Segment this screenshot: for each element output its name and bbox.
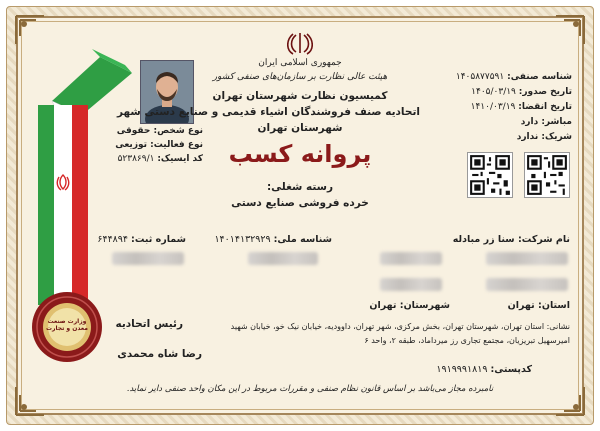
isic-value: ۵۲۳۸۶۹/۱ <box>117 154 155 164</box>
registration-number <box>97 234 186 245</box>
isic-code <box>118 154 203 165</box>
issue-date-value: ۱۴۰۵/۰۳/۱۹ <box>471 87 516 97</box>
redacted-field <box>380 252 442 265</box>
signature-title: رئیس اتحادیه <box>115 318 183 330</box>
iran-emblem-icon <box>287 30 313 56</box>
operator-status: مباشر: دارد <box>520 117 572 127</box>
commission-title: کمیسیون نظارت شهرستان تهران <box>212 90 388 102</box>
redacted-field <box>248 252 318 265</box>
category-value: خرده فروشی صنایع دستی <box>231 197 369 209</box>
category-label: رسته شغلی: <box>266 181 334 193</box>
page-title: پروانه کسب <box>228 140 372 168</box>
city-title: شهرستان تهران <box>257 122 343 134</box>
address-line-1: نشانی: استان تهران، شهرستان تهران، بخش مرکزی، شهر تهران، داوودیه، خیابان نیک خو، خیابان شهید <box>230 322 570 331</box>
republic-title: جمهوری اسلامی ایران <box>258 58 342 68</box>
guild-id <box>456 72 572 83</box>
corner-ornament-icon <box>546 14 586 54</box>
postal-label: کدپستی: <box>490 364 532 375</box>
address-line-2: امیرسهیل تبریزیان، مجتمع تجاری رز میرداماد، طبقه ۲، واحد ۶ <box>364 336 570 345</box>
expiry-date-label: تاریخ انقضا: <box>518 102 572 112</box>
seal-text: وزارت صنعت معدن و تجارت <box>46 318 88 333</box>
expiry-date <box>471 102 572 113</box>
redacted-field <box>112 252 184 265</box>
redacted-field <box>486 278 568 291</box>
national-id-value: ۱۴۰۱۴۱۳۲۹۲۹ <box>214 234 271 245</box>
guild-id-label: شناسه صنفی: <box>507 72 572 82</box>
redacted-field <box>486 252 568 265</box>
signature-name: رضا شاه محمدی <box>117 348 202 360</box>
board-title: هیئت عالی نظارت بر سازمان‌های صنفی کشور <box>212 72 388 82</box>
issue-date <box>471 87 572 98</box>
union-title: اتحادیه صنف فروشندگان اشیاء قدیمی و صنایع دستی شهر <box>116 106 420 118</box>
iran-flag-ribbon-icon <box>30 45 135 307</box>
corner-ornament-icon <box>14 377 54 417</box>
postal-code <box>436 364 532 375</box>
activity-type: نوع فعالیت: توزیعی <box>115 140 203 150</box>
person-type: نوع شخص: حقوقی <box>116 126 203 136</box>
province: استان: تهران <box>507 300 570 311</box>
guild-id-value: ۱۴۰۵۸۷۷۵۹۱ <box>455 72 505 82</box>
redacted-field <box>380 278 442 291</box>
postal-value: ۱۹۱۹۹۹۱۸۱۹ <box>436 364 488 375</box>
issue-date-label: تاریخ صدور: <box>518 87 572 97</box>
registration-value: ۶۴۴۸۹۴ <box>97 234 128 245</box>
county: شهرستان: تهران <box>369 300 450 311</box>
isic-label: کد ایسیک: <box>157 154 203 164</box>
footer-notice: نامبرده مجاز می‌باشد بر اساس قانون نظام صنفی و مقررات مربوط در این مکان واحد صنفی دایر نماید. <box>126 384 494 394</box>
qr-code-icon <box>467 152 513 198</box>
national-id-label: شناسه ملی: <box>273 234 332 245</box>
corner-ornament-icon <box>546 377 586 417</box>
qr-code-icon <box>524 152 570 198</box>
expiry-date-value: ۱۴۱۰/۰۳/۱۹ <box>470 102 516 112</box>
partner-status: شریک: ندارد <box>516 132 572 142</box>
company-name: نام شرکت: سنا زر مبادله <box>452 234 570 245</box>
registration-label: شماره ثبت: <box>131 234 186 245</box>
national-id <box>214 234 332 245</box>
